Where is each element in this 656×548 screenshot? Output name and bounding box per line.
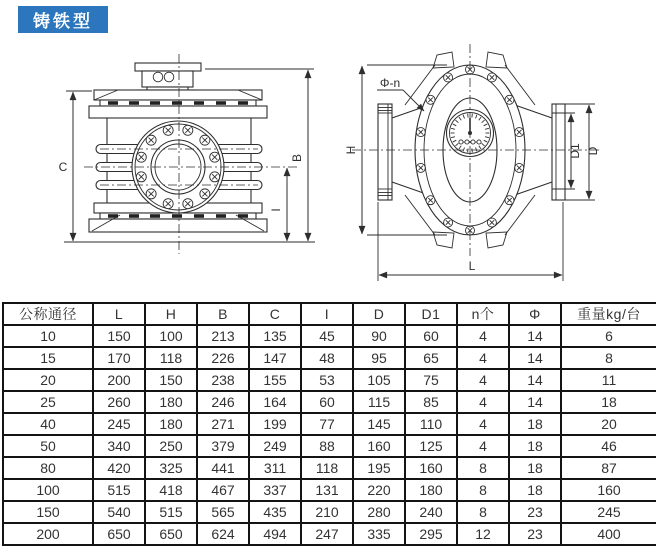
table-cell: 48 <box>301 347 353 369</box>
table-cell: 540 <box>93 501 145 523</box>
table-cell: 226 <box>197 347 249 369</box>
col-header-8: n个 <box>457 303 509 325</box>
table-row <box>3 347 656 369</box>
table-cell: 240 <box>405 501 457 523</box>
table-row <box>3 413 656 435</box>
col-header-9: Φ <box>509 303 561 325</box>
top-flange <box>89 90 267 118</box>
table-cell: 8 <box>561 347 656 369</box>
dimension-table <box>2 302 656 546</box>
col-header-5: I <box>301 303 353 325</box>
table-cell: 260 <box>93 391 145 413</box>
casing-lug <box>486 232 507 248</box>
table-cell: 18 <box>509 413 561 435</box>
table-row <box>3 435 656 457</box>
table-cell: 150 <box>3 501 93 523</box>
table-cell: 180 <box>405 479 457 501</box>
table-cell: 45 <box>301 325 353 347</box>
table-cell: 245 <box>93 413 145 435</box>
table-cell: 88 <box>301 435 353 457</box>
col-header-0: 公称通径 <box>3 303 93 325</box>
table-header-row <box>3 303 656 325</box>
table-cell: 280 <box>353 501 405 523</box>
bolt-callout-label: Φ-n <box>379 76 401 90</box>
col-header-10: 重量kg/台 <box>561 303 656 325</box>
table-cell: 4 <box>457 391 509 413</box>
type-badge: 铸铁型 <box>18 6 108 33</box>
table-cell: 4 <box>457 369 509 391</box>
table-row <box>3 457 656 479</box>
table-cell: 14 <box>509 347 561 369</box>
table-cell: 418 <box>145 479 197 501</box>
casing-lug <box>486 52 507 68</box>
table-cell: 14 <box>509 325 561 347</box>
dim-label-d1: D1 <box>568 143 582 159</box>
table-cell: 15 <box>3 347 93 369</box>
table-cell: 4 <box>457 413 509 435</box>
table-cell: 105 <box>353 369 405 391</box>
table-cell: 4 <box>457 347 509 369</box>
table-cell: 50 <box>3 435 93 457</box>
table-cell: 180 <box>145 413 197 435</box>
table-cell: 87 <box>561 457 656 479</box>
table-cell: 8 <box>457 457 509 479</box>
table-cell: 100 <box>145 325 197 347</box>
table-cell: 46 <box>561 435 656 457</box>
table-cell: 18 <box>561 391 656 413</box>
table-cell: 20 <box>561 413 656 435</box>
table-cell: 14 <box>509 369 561 391</box>
table-cell: 199 <box>249 413 301 435</box>
table-cell: 77 <box>301 413 353 435</box>
table-cell: 90 <box>353 325 405 347</box>
table-cell: 147 <box>249 347 301 369</box>
table-row <box>3 369 656 391</box>
table-cell: 60 <box>301 391 353 413</box>
inlet-flange <box>378 104 392 200</box>
table-cell: 95 <box>353 347 405 369</box>
table-cell: 170 <box>93 347 145 369</box>
table-cell: 11 <box>561 369 656 391</box>
casing-lug <box>433 232 454 248</box>
table-cell: 75 <box>405 369 457 391</box>
table-cell: 8 <box>457 479 509 501</box>
table-cell: 135 <box>249 325 301 347</box>
table-cell: 515 <box>145 501 197 523</box>
dim-label-c: C <box>58 160 68 174</box>
side-view-drawing <box>344 44 601 281</box>
table-cell: 195 <box>353 457 405 479</box>
table-cell: 60 <box>405 325 457 347</box>
dim-label-b: B <box>290 153 304 163</box>
table-cell: 200 <box>3 523 93 545</box>
table-cell: 250 <box>145 435 197 457</box>
table-cell: 325 <box>145 457 197 479</box>
table-cell: 65 <box>405 347 457 369</box>
table-cell: 247 <box>301 523 353 545</box>
table-cell: 249 <box>249 435 301 457</box>
col-header-2: H <box>145 303 197 325</box>
dim-label-l: L <box>468 259 476 273</box>
table-cell: 565 <box>197 501 249 523</box>
table-cell: 80 <box>3 457 93 479</box>
table-cell: 295 <box>405 523 457 545</box>
table-cell: 200 <box>93 369 145 391</box>
table-cell: 145 <box>353 413 405 435</box>
table-cell: 18 <box>509 479 561 501</box>
table-cell: 53 <box>301 369 353 391</box>
table-cell: 420 <box>93 457 145 479</box>
front-view-drawing <box>59 54 315 254</box>
table-cell: 150 <box>93 325 145 347</box>
dim-label-i: I <box>269 208 283 212</box>
table-cell: 160 <box>405 457 457 479</box>
table-cell: 160 <box>561 479 656 501</box>
table-row <box>3 479 656 501</box>
table-cell: 25 <box>3 391 93 413</box>
table-cell: 12 <box>457 523 509 545</box>
col-header-7: D1 <box>405 303 457 325</box>
table-cell: 20 <box>3 369 93 391</box>
table-cell: 210 <box>301 501 353 523</box>
table-cell: 435 <box>249 501 301 523</box>
table-cell: 18 <box>509 435 561 457</box>
table-cell: 340 <box>93 435 145 457</box>
table-cell: 10 <box>3 325 93 347</box>
table-cell: 118 <box>145 347 197 369</box>
dim-label-d: D <box>586 146 600 156</box>
table-cell: 271 <box>197 413 249 435</box>
table-cell: 220 <box>353 479 405 501</box>
table-cell: 110 <box>405 413 457 435</box>
table-cell: 85 <box>405 391 457 413</box>
table-row <box>3 391 656 413</box>
table-cell: 311 <box>249 457 301 479</box>
table-cell: 238 <box>197 369 249 391</box>
table-cell: 164 <box>249 391 301 413</box>
col-header-4: C <box>249 303 301 325</box>
col-header-6: D <box>353 303 405 325</box>
table-cell: 115 <box>353 391 405 413</box>
col-header-3: B <box>197 303 249 325</box>
table-cell: 335 <box>353 523 405 545</box>
table-cell: 246 <box>197 391 249 413</box>
casing-lug <box>433 52 454 68</box>
table-cell: 624 <box>197 523 249 545</box>
table-cell: 379 <box>197 435 249 457</box>
table-cell: 400 <box>561 523 656 545</box>
technical-drawings <box>0 38 656 300</box>
table-cell: 180 <box>145 391 197 413</box>
table-cell: 150 <box>145 369 197 391</box>
table-cell: 245 <box>561 501 656 523</box>
table-cell: 337 <box>249 479 301 501</box>
dim-label-h: H <box>344 145 358 155</box>
table-cell: 8 <box>457 501 509 523</box>
table-cell: 155 <box>249 369 301 391</box>
table-cell: 4 <box>457 435 509 457</box>
table-cell: 131 <box>301 479 353 501</box>
table-cell: 650 <box>93 523 145 545</box>
table-cell: 467 <box>197 479 249 501</box>
table-cell: 125 <box>405 435 457 457</box>
table-cell: 14 <box>509 391 561 413</box>
table-cell: 515 <box>93 479 145 501</box>
table-cell: 650 <box>145 523 197 545</box>
table-row <box>3 501 656 523</box>
table-cell: 118 <box>301 457 353 479</box>
table-cell: 494 <box>249 523 301 545</box>
table-cell: 100 <box>3 479 93 501</box>
table-cell: 4 <box>457 325 509 347</box>
table-cell: 6 <box>561 325 656 347</box>
col-header-1: L <box>93 303 145 325</box>
table-cell: 213 <box>197 325 249 347</box>
table-cell: 441 <box>197 457 249 479</box>
table-row <box>3 325 656 347</box>
table-cell: 40 <box>3 413 93 435</box>
table-cell: 160 <box>353 435 405 457</box>
table-row <box>3 523 656 545</box>
table-cell: 18 <box>509 457 561 479</box>
table-cell: 23 <box>509 523 561 545</box>
table-cell: 23 <box>509 501 561 523</box>
